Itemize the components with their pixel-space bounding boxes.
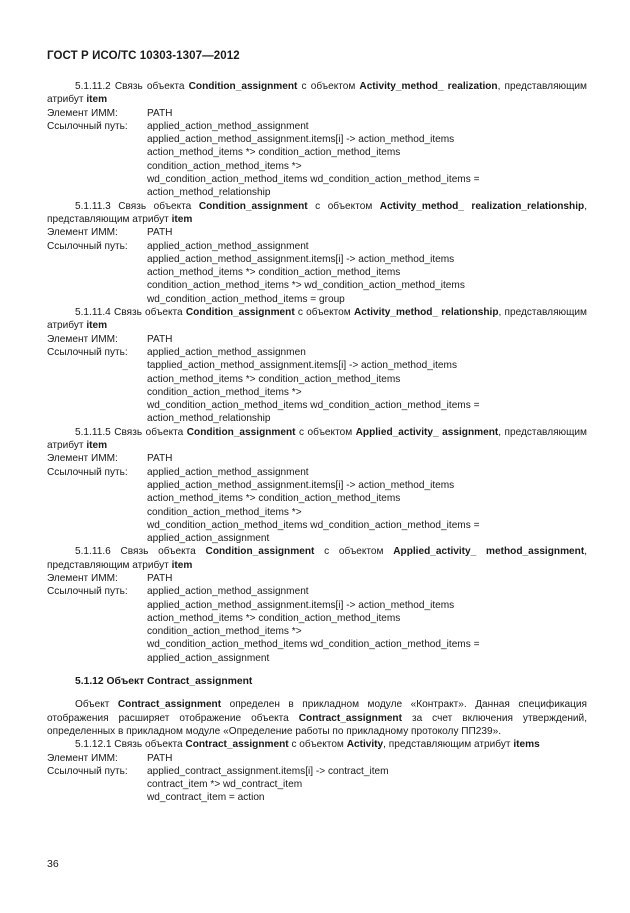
reference-path-line: condition_action_method_items *> [147, 626, 302, 638]
reference-path-line: action_method_items *> condition_action_method_items [147, 147, 401, 159]
section-intro [47, 80, 587, 107]
reference-path-line: condition_action_method_items *> [147, 160, 302, 172]
bold-term: item [171, 213, 193, 225]
bold-term: Activity_method_ relationship [353, 307, 499, 319]
reference-path-line: action_method_items *> condition_action_method_items [147, 267, 401, 279]
mapping-section [47, 80, 587, 200]
text-run: , представляющим атрибут [47, 546, 587, 571]
imm-element-row [47, 752, 587, 765]
reference-path-line: wd_condition_action_method_items = group [147, 293, 345, 305]
bold-term: item [171, 559, 193, 571]
document-header: ГОСТ Р ИСО/ТС 10303-1307—2012 [47, 50, 240, 62]
bold-term: Activity_method_ realization_relationship [379, 200, 585, 212]
mapping-section [47, 306, 587, 426]
text-run: определен в прикладном модуле «Контракт». Данная спецификация отображения расширяет отображение объекта [47, 699, 587, 724]
bold-term: item [86, 320, 108, 332]
imm-element-label: Элемент ИММ: [47, 107, 118, 119]
mapping-section [47, 738, 587, 804]
bold-term: items [513, 739, 540, 751]
text-run: , представляющим атрибут [383, 739, 514, 751]
section-intro [47, 426, 587, 453]
reference-path-line: action_method_items *> condition_action_method_items [147, 493, 401, 505]
bold-term: Activity_method_ realization [359, 81, 498, 92]
reference-path-line: wd_condition_action_method_items wd_condition_action_method_items = [147, 519, 480, 531]
imm-element-label: Элемент ИММ: [47, 572, 118, 584]
reference-path-value [147, 585, 587, 665]
document-body [47, 80, 587, 805]
imm-element-row [47, 226, 587, 239]
reference-path-row [47, 765, 587, 805]
reference-path-label: Ссылочный путь: [47, 120, 128, 132]
reference-path-label: Ссылочный путь: [47, 765, 128, 777]
bold-term: Contract_assignment [185, 739, 289, 751]
text-run: 5.1.11.2 Связь объекта [75, 81, 189, 92]
bold-term: Condition_assignment [185, 307, 295, 319]
reference-path-line: applied_action_method_assignment [147, 586, 309, 598]
reference-path-row [47, 466, 587, 546]
bold-term: Condition_assignment [205, 546, 315, 558]
reference-path-value [147, 765, 587, 805]
reference-path-line: applied_action_method_assignment.items[i] -> action_method_items [147, 253, 455, 265]
reference-path-line: wd_contract_item = action [147, 792, 265, 804]
text-run: 5.1.11.5 Связь объекта [75, 426, 187, 438]
imm-element-row [47, 572, 587, 585]
imm-element-label: Элемент ИММ: [47, 752, 118, 764]
reference-path-row [47, 240, 587, 306]
imm-element-row [47, 107, 587, 120]
reference-path-line: applied_action_method_assignment [147, 240, 309, 252]
imm-element-row [47, 452, 587, 465]
mapping-section [47, 545, 587, 665]
reference-path-line: applied_action_method_assignment [147, 466, 309, 478]
imm-element-value: PATH [147, 453, 173, 465]
reference-path-label: Ссылочный путь: [47, 346, 128, 358]
imm-element-value: PATH [147, 333, 173, 345]
text-run: с объектом [307, 200, 380, 212]
reference-path-value [147, 346, 587, 426]
text-run: с объектом [297, 81, 360, 92]
reference-path-line: condition_action_method_items *> [147, 386, 302, 398]
reference-path-line: wd_condition_action_method_items wd_condition_action_method_items = [147, 639, 480, 651]
bold-term: Contract_assignment [117, 699, 222, 711]
imm-element-value: PATH [147, 107, 173, 119]
text-run: Объект [75, 699, 118, 711]
reference-path-value [147, 120, 587, 200]
bold-term: Condition_assignment [188, 81, 298, 92]
sections-5-1-12 [47, 738, 587, 804]
text-run: , представляющим атрибут [47, 426, 587, 452]
reference-path-line: condition_action_method_items *> [147, 506, 302, 518]
text-run: , представляющим атрибут [47, 307, 587, 332]
reference-path-line: action_method_items *> condition_action_method_items [147, 612, 401, 624]
mapping-section [47, 200, 587, 306]
bold-term: Condition_assignment [198, 200, 308, 212]
text-run: 5.1.12.1 Связь объекта [75, 739, 186, 751]
text-run: , представляющим атрибут [47, 81, 587, 106]
bold-term: Applied_activity_ assignment [355, 426, 499, 438]
text-run: с объектом [295, 426, 356, 438]
reference-path-line: wd_condition_action_method_items wd_condition_action_method_items = [147, 174, 480, 186]
reference-path-line: applied_contract_assignment.items[i] -> contract_item [147, 765, 389, 777]
reference-path-line: applied_action_method_assignment.items[i] -> action_method_items [147, 134, 455, 146]
reference-path-line: applied_action_method_assignment [147, 120, 309, 132]
section-paragraph-5-1-12 [47, 698, 587, 738]
imm-element-value: PATH [147, 572, 173, 584]
bold-term: Activity [346, 739, 384, 751]
text-run: с объектом [294, 307, 354, 319]
bold-term: Applied_activity_ method_assignment [393, 546, 585, 558]
section-intro [47, 738, 587, 751]
reference-path-line: action_method_items *> condition_action_method_items [147, 373, 401, 385]
reference-path-line: applied_action_method_assignmen [147, 346, 306, 358]
bold-term: Contract_assignment [298, 712, 402, 724]
text-run: с объектом [314, 546, 394, 558]
reference-path-row [47, 120, 587, 200]
bold-term: item [86, 94, 108, 106]
reference-path-line: applied_action_method_assignment.items[i] -> action_method_items [147, 599, 455, 611]
reference-path-label: Ссылочный путь: [47, 586, 128, 598]
bold-term: item [86, 440, 108, 452]
reference-path-value [147, 240, 587, 306]
reference-path-row [47, 585, 587, 665]
reference-path-label: Ссылочный путь: [47, 466, 128, 478]
reference-path-line: condition_action_method_items *> wd_condition_action_method_items [147, 280, 465, 292]
page-number: 36 [47, 858, 59, 870]
reference-path-line: action_method_relationship [147, 187, 271, 199]
text-run: , представляющим атрибут [47, 200, 587, 225]
text-run: с объектом [288, 739, 347, 751]
mapping-section [47, 426, 587, 546]
section-heading-5-1-12: 5.1.12 Объект Contract_assignment [75, 676, 253, 688]
imm-element-row [47, 333, 587, 346]
text-run: 5.1.11.4 Связь объекта [75, 307, 186, 319]
reference-path-line: wd_condition_action_method_items wd_condition_action_method_items = [147, 400, 480, 412]
text-run: 5.1.11.6 Связь объекта [75, 546, 206, 558]
reference-path-line: applied_action_method_assignment.items[i] -> action_method_items [147, 479, 455, 491]
reference-path-line: action_method_relationship [147, 413, 271, 425]
text-run: за счет включения утверждений, определенных в прикладном модуле «Определение работы по прикладному протоколу ПП239». [47, 712, 587, 737]
imm-element-label: Элемент ИММ: [47, 333, 118, 345]
reference-path-line: contract_item *> wd_contract_item [147, 779, 303, 791]
imm-element-value: PATH [147, 752, 173, 764]
reference-path-line: applied_action_assignment [147, 533, 270, 545]
reference-path-row [47, 346, 587, 426]
imm-element-label: Элемент ИММ: [47, 227, 118, 239]
section-intro [47, 545, 587, 572]
section-intro [47, 306, 587, 333]
section-intro [47, 200, 587, 227]
text-run: 5.1.11.3 Связь объекта [75, 200, 199, 212]
reference-path-value [147, 466, 587, 546]
imm-element-label: Элемент ИММ: [47, 453, 118, 465]
sections-5-1-11 [47, 80, 587, 665]
reference-path-label: Ссылочный путь: [47, 240, 128, 252]
imm-element-value: PATH [147, 227, 173, 239]
reference-path-line: tapplied_action_method_assignment.items[i] -> action_method_items [147, 360, 457, 372]
bold-term: Condition_assignment [186, 426, 296, 438]
reference-path-line: applied_action_assignment [147, 652, 270, 664]
